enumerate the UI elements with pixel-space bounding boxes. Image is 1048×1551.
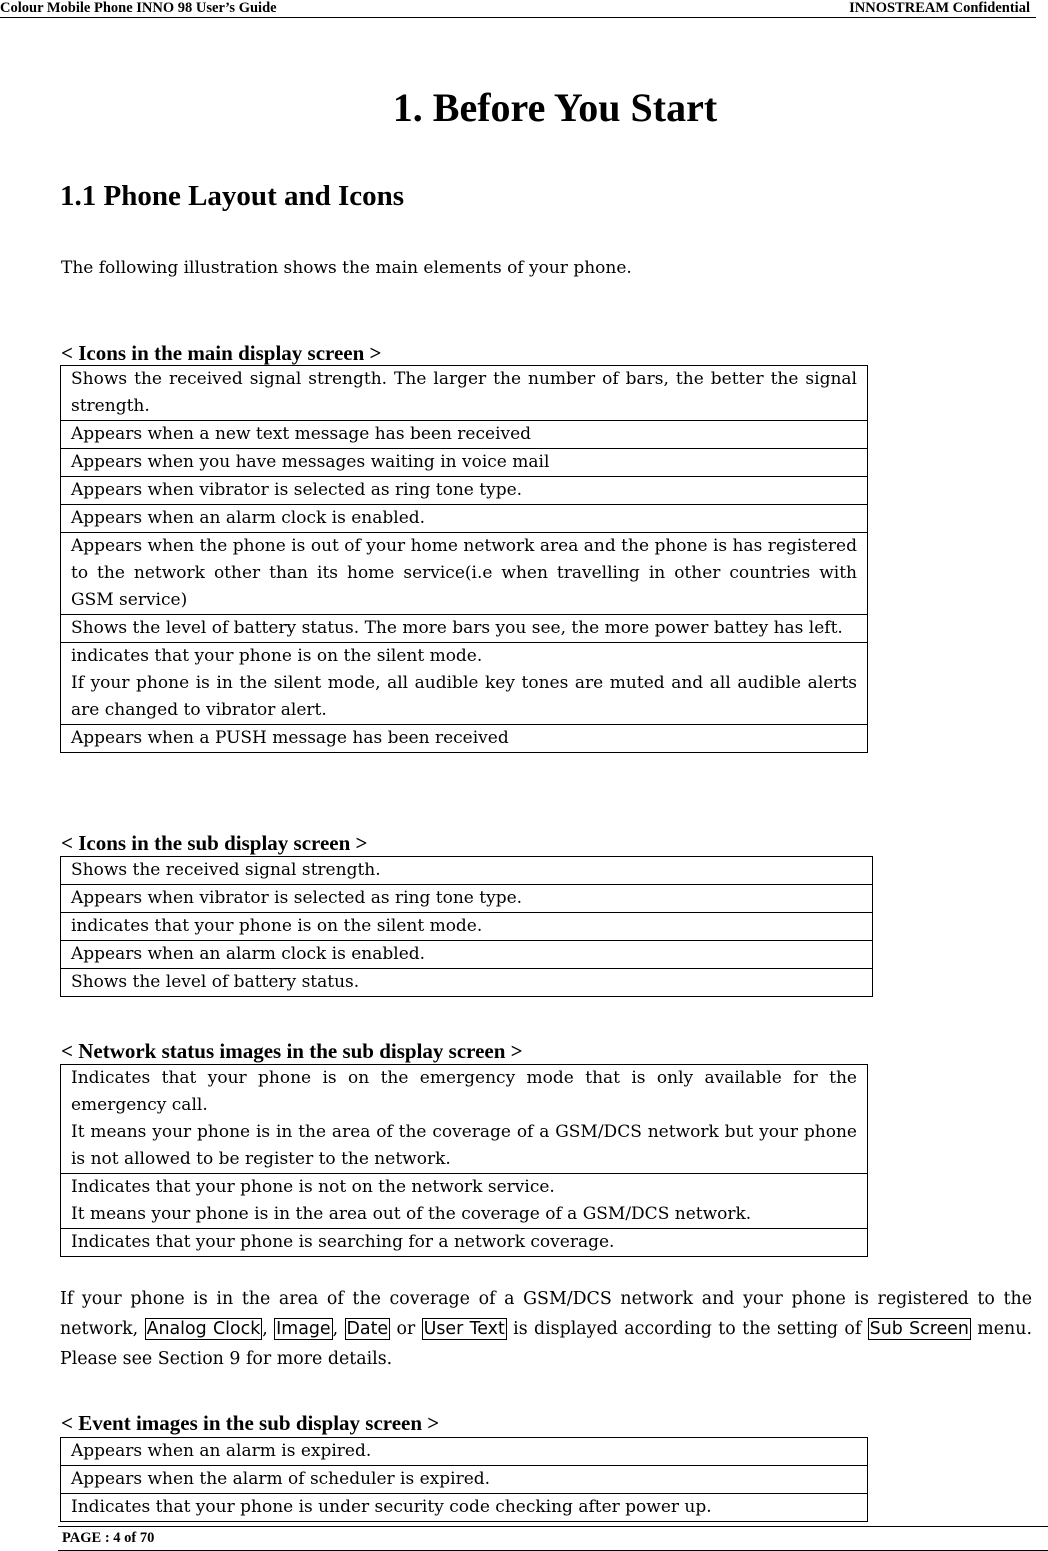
table-row — [61, 421, 868, 449]
table-row — [61, 885, 873, 913]
table-row — [61, 449, 868, 477]
icon-description: Appears when vibrator is selected as ring tone type. — [61, 477, 868, 505]
icon-description: Indicates that your phone is under security code checking after power up. — [61, 1494, 868, 1522]
table-row — [61, 615, 868, 643]
table-row — [61, 969, 873, 997]
event-images-table — [60, 1437, 868, 1522]
icon-description: Indicates that your phone is searching for a network coverage. — [61, 1229, 868, 1257]
sub-display-title: < Icons in the sub display screen > — [61, 831, 368, 855]
table-row — [61, 1174, 868, 1229]
table-row — [61, 1438, 868, 1466]
icon-description: Shows the received signal strength. The larger the number of bars, the better the signal strength. — [61, 366, 868, 421]
description-line: It means your phone is in the area of the coverage of a GSM/DCS network but your phone is not allowed to be register to the network. — [71, 1122, 857, 1169]
page-number: PAGE : 4 of 70 — [62, 1530, 155, 1546]
description-line: indicates that your phone is on the silent mode. — [71, 646, 483, 666]
menu-sub-screen: Sub Screen — [869, 1319, 969, 1339]
option-image: Image — [276, 1319, 331, 1339]
main-display-title: < Icons in the main display screen > — [61, 341, 382, 365]
option-user-text: User Text — [423, 1319, 505, 1339]
table-row — [61, 1229, 868, 1257]
section-title: 1.1 Phone Layout and Icons — [60, 180, 405, 212]
icon-description: Appears when the phone is out of your home network area and the phone is has registered to the network other than its home service(i.e when travelling in other countries with GSM service) — [61, 533, 868, 615]
page-header — [0, 0, 1036, 18]
icon-description: Appears when vibrator is selected as ring tone type. — [61, 885, 873, 913]
icon-description: indicates that your phone is on the silent mode. — [61, 913, 873, 941]
option-analog-clock: Analog Clock — [146, 1319, 261, 1339]
description-line: Indicates that your phone is not on the network service. — [71, 1177, 555, 1197]
main-display-table — [60, 365, 868, 753]
icon-description: Appears when you have messages waiting in voice mail — [61, 449, 868, 477]
table-row — [61, 643, 868, 725]
icon-description: Appears when an alarm is expired. — [61, 1438, 868, 1466]
description-line: If your phone is in the silent mode, all audible key tones are muted and all audible alerts are changed to vibrator alert. — [71, 673, 857, 720]
description-line: It means your phone is in the area out of the coverage of a GSM/DCS network. — [71, 1204, 752, 1224]
event-images-title: < Event images in the sub display screen > — [61, 1411, 440, 1435]
table-row — [61, 1466, 868, 1494]
table-row — [61, 913, 873, 941]
icon-description: Appears when the alarm of scheduler is expired. — [61, 1466, 868, 1494]
page-footer — [58, 1526, 1048, 1551]
table-row — [61, 366, 868, 421]
sub-screen-paragraph: If your phone is in the area of the coverage of a GSM/DCS network and your phone is registered to the network, Analog Clock , Image , Date or User Text is displayed according to the setting of Sub Screen menu. Please see Section 9 for more details. — [60, 1289, 1032, 1369]
icon-description: Shows the level of battery status. The more bars you see, the more power battey has left. — [61, 615, 868, 643]
icon-description — [61, 1174, 868, 1229]
header-doc-title: Colour Mobile Phone INNO 98 User’s Guide — [0, 0, 277, 16]
network-status-title: < Network status images in the sub display screen > — [61, 1039, 523, 1063]
icon-description: Appears when a new text message has been received — [61, 421, 868, 449]
chapter-title: 1. Before You Start — [392, 85, 718, 130]
table-row — [61, 725, 868, 753]
intro-text: The following illustration shows the main elements of your phone. — [61, 258, 632, 278]
description-line: Indicates that your phone is on the emergency mode that is only available for the emergency call. — [71, 1068, 857, 1115]
network-status-table — [60, 1064, 868, 1257]
icon-description: Shows the level of battery status. — [61, 969, 873, 997]
table-row — [61, 533, 868, 615]
table-row — [61, 857, 873, 885]
table-row — [61, 477, 868, 505]
icon-description: Appears when an alarm clock is enabled. — [61, 505, 868, 533]
icon-description: Appears when a PUSH message has been received — [61, 725, 868, 753]
table-row — [61, 1494, 868, 1522]
icon-description — [61, 643, 868, 725]
icon-description — [61, 1065, 868, 1174]
header-confidential: INNOSTREAM Confidential — [849, 0, 1030, 16]
icon-description: Appears when an alarm clock is enabled. — [61, 941, 873, 969]
table-row — [61, 505, 868, 533]
icon-description: Shows the received signal strength. — [61, 857, 873, 885]
table-row — [61, 1065, 868, 1174]
table-row — [61, 941, 873, 969]
sub-display-table — [60, 856, 873, 997]
option-date: Date — [346, 1319, 389, 1339]
